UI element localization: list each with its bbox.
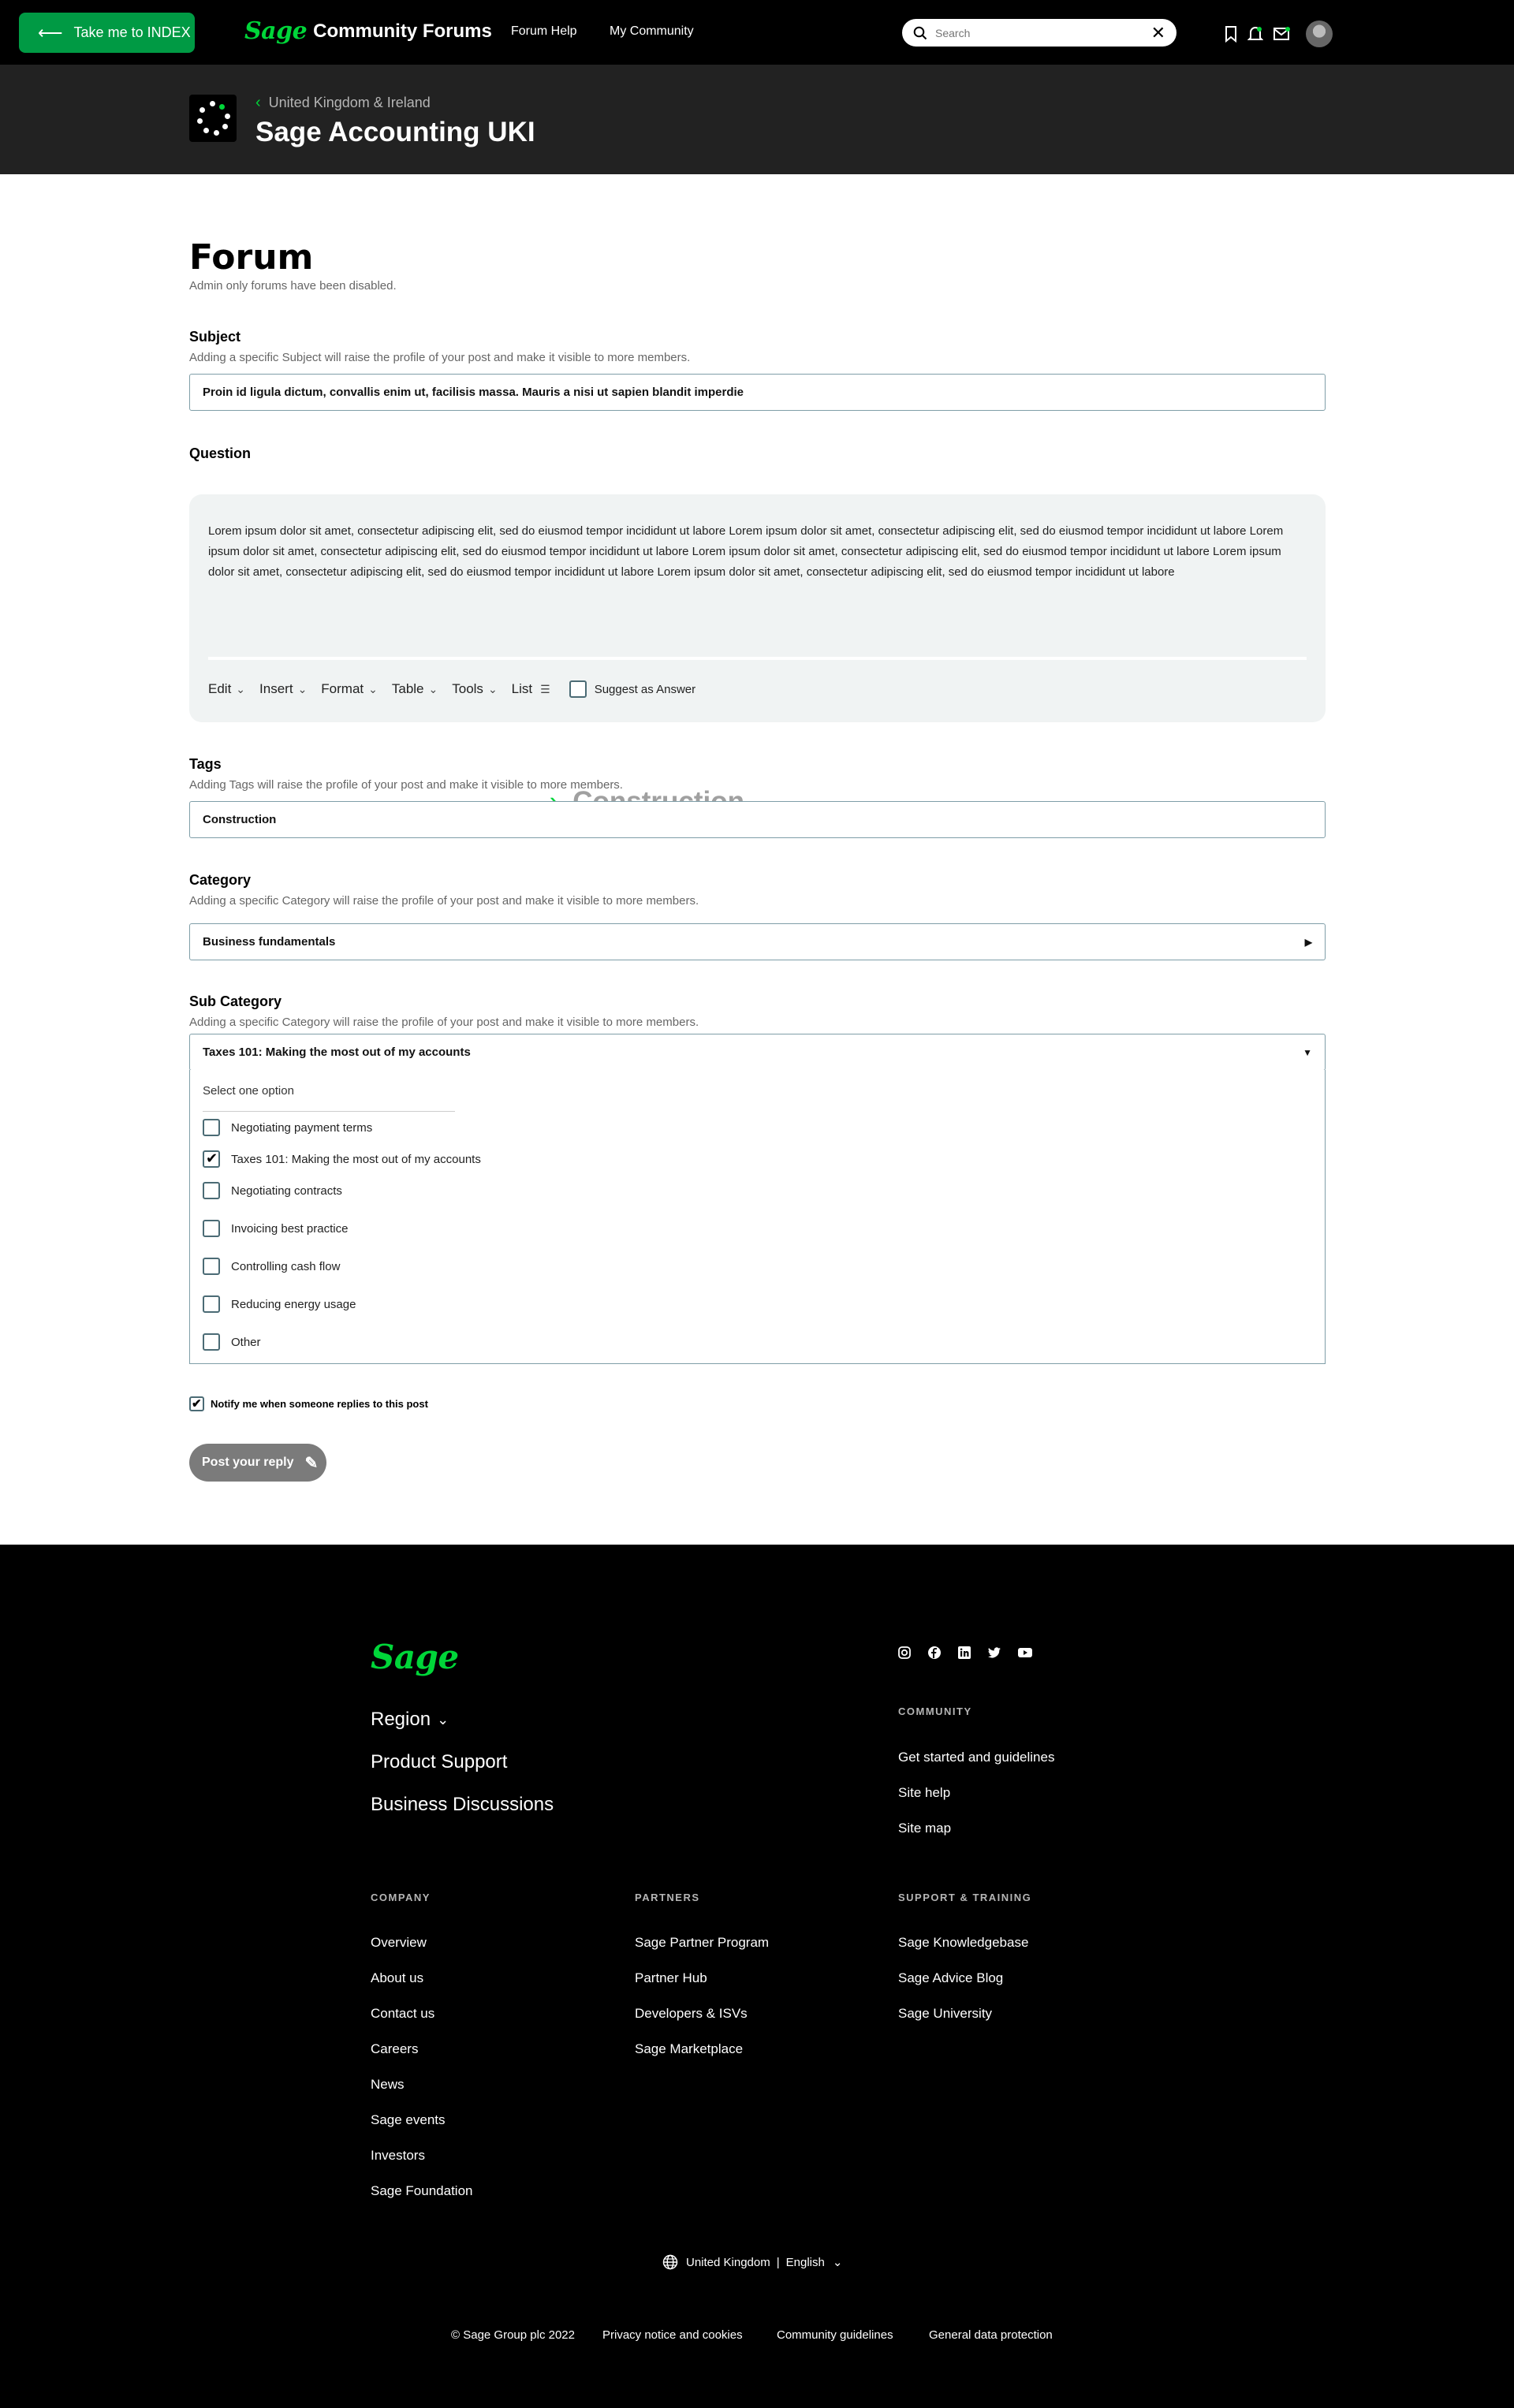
group-header [0,65,1514,174]
notification-bell-icon[interactable] [1247,25,1263,43]
footer-link-product-support[interactable]: Product Support [371,1751,508,1772]
tags-label: Tags [189,756,222,772]
list-item[interactable] [203,1119,372,1136]
subcategory-select[interactable] [189,1034,1326,1071]
locale-selector[interactable] [662,2254,842,2270]
list-item[interactable] [203,1182,342,1199]
locale-language: English [785,2255,825,2269]
footer [0,1545,1514,2408]
caret-down-icon: ▼ [1303,1046,1312,1058]
top-navigation [0,0,1514,65]
group-title[interactable]: Sage Accounting UKI [255,117,535,147]
subcategory-dropdown [189,1070,1326,1364]
option-label: Negotiating contracts [231,1183,342,1198]
footer-link-company[interactable]: Contact us [371,2006,435,2021]
locale-region: United Kingdom [686,2255,770,2269]
option-label: Other [231,1335,261,1349]
clear-search-icon[interactable]: ✕ [1150,22,1165,43]
footer-legal-link[interactable]: Community guidelines [777,2328,893,2342]
dropdown-placeholder: Select one option [203,1084,294,1098]
footer-link-community[interactable]: Get started and guidelines [898,1750,1055,1765]
tags-help: Adding Tags will raise the profile of your post and make it visible to more members. [189,778,623,792]
footer-link-company[interactable]: Careers [371,2041,419,2056]
instagram-icon[interactable] [897,1646,912,1660]
menu-insert-label: Insert [259,681,293,696]
footer-link-community[interactable]: Site map [898,1821,952,1836]
page-subtitle: Admin only forums have been disabled. [189,279,397,293]
company-heading: COMPANY [371,1892,431,1903]
question-body[interactable]: Lorem ipsum dolor sit amet, consectetur adipiscing elit, sed do eiusmod tempor incididunt ut labore Lorem ipsum dolor sit amet, consectetur adipiscing elit, sed do eiusmod tempor incididunt ut labore Lorem ipsum dolor sit amet, consectetur adipiscing elit, sed do eiusmod tempor incididunt ut labore Lorem ipsum dolor sit amet, consectetur adipiscing elit, sed do eiusmod tempor incididunt ut labore Lorem ipsum dolor sit amet, consectetur adipiscing elit, sed do eiusmod tempor incididunt ut labore Lorem ipsum dolor sit amet, consectetur adipiscing elit, sed do eiusmod tempor incididunt ut labore [208,524,1284,579]
list-item[interactable] [203,1150,481,1168]
forum-post-form [0,174,1514,1545]
support-heading: SUPPORT & TRAINING [898,1892,1032,1903]
chevron-down-icon: ⌄ [368,682,378,695]
search-box [902,19,1177,47]
brand-title: Community Forums [313,20,492,42]
region-label: Region [371,1709,431,1730]
menu-insert[interactable] [259,681,307,697]
sage-logo: Sage [244,17,308,45]
menu-table[interactable] [392,681,438,697]
question-label: Question [189,445,252,461]
option-checkbox[interactable] [203,1258,220,1275]
subject-label: Subject [189,329,241,345]
option-checkbox[interactable] [203,1119,220,1136]
option-label: Taxes 101: Making the most out of my accounts [231,1152,481,1166]
notify-option[interactable] [189,1396,428,1411]
menu-format-label: Format [321,681,364,696]
bookmark-icon[interactable] [1224,25,1238,43]
dropdown-divider [203,1111,455,1112]
footer-link-company[interactable]: Investors [371,2148,425,2163]
twitter-icon[interactable] [987,1646,1001,1660]
editor-divider [208,657,1307,660]
user-avatar[interactable] [1306,21,1333,47]
post-reply-button[interactable] [189,1444,326,1482]
group-logo [189,95,237,142]
category-select[interactable] [189,923,1326,960]
footer-link-company[interactable]: News [371,2077,405,2092]
community-heading: COMMUNITY [898,1705,972,1717]
subcategory-value: Taxes 101: Making the most out of my accounts [203,1046,471,1059]
chevron-down-icon: ⌄ [437,1711,449,1728]
footer-link-company[interactable]: Overview [371,1935,427,1950]
chevron-down-icon: ⌄ [832,2256,843,2269]
category-label: Category [189,872,252,888]
footer-link-partners[interactable]: Developers & ISVs [635,2006,748,2021]
option-checkbox[interactable] [203,1182,220,1199]
post-reply-label: Post your reply [202,1456,294,1469]
facebook-icon[interactable] [927,1646,942,1660]
list-item[interactable] [203,1258,340,1275]
suggest-answer-checkbox[interactable] [569,680,587,698]
footer-link-support[interactable]: Sage University [898,2006,993,2021]
region-menu[interactable] [371,1709,449,1731]
menu-list[interactable] [512,681,550,697]
index-button-label: Take me to INDEX [73,24,191,40]
suggest-as-answer[interactable] [569,680,695,698]
footer-legal-link[interactable]: Privacy notice and cookies [602,2328,743,2342]
search-input[interactable] [935,27,1151,39]
notify-checkbox[interactable] [189,1396,204,1411]
nav-link-forum-help[interactable]: Forum Help [511,24,577,38]
breadcrumb-parent-link[interactable] [255,94,431,112]
option-label: Reducing energy usage [231,1297,356,1311]
menu-edit-label: Edit [208,681,232,696]
menu-list-label: List [511,681,533,696]
subcategory-help: Adding a specific Category will raise the profile of your post and make it visible to more members. [189,1016,699,1029]
menu-edit[interactable] [208,681,245,697]
linkedin-icon[interactable] [957,1646,971,1660]
globe-icon [662,2254,678,2270]
pencil-icon: ✎ [304,1454,319,1472]
footer-link-company[interactable]: About us [371,1970,424,1985]
partners-heading: PARTNERS [635,1892,700,1903]
footer-link-partners[interactable]: Sage Partner Program [635,1935,770,1950]
list-icon: ☰ [540,682,550,695]
take-me-to-index-button[interactable] [19,13,195,53]
subcategory-label: Sub Category [189,993,282,1009]
menu-format[interactable] [321,681,378,697]
category-value: Business fundamentals [203,935,336,949]
chevron-down-icon: ⌄ [428,682,438,695]
nav-link-my-community[interactable]: My Community [610,24,694,38]
footer-link-company[interactable]: Sage events [371,2112,446,2127]
social-links [897,1646,1033,1660]
breadcrumb-parent-label: United Kingdom & Ireland [268,95,431,110]
footer-link-support[interactable]: Sage Knowledgebase [898,1935,1029,1950]
footer-link-partners[interactable]: Sage Marketplace [635,2041,744,2056]
option-checkbox[interactable] [203,1295,220,1313]
menu-tools[interactable] [452,681,497,697]
menu-tools-label: Tools [452,681,483,696]
question-editor [189,494,1326,722]
chevron-left-icon: ‹ [255,94,261,111]
brand[interactable] [244,17,492,45]
footer-legal-link[interactable]: General data protection [929,2328,1053,2342]
mail-icon[interactable] [1273,27,1290,41]
option-label: Controlling cash flow [231,1259,341,1273]
editor-toolbar [208,680,710,698]
footer-sage-logo[interactable]: Sage [371,1638,459,1676]
option-checkbox[interactable] [203,1150,220,1168]
option-checkbox[interactable] [203,1220,220,1237]
user-tools [1224,21,1333,47]
tags-input[interactable]: Construction [189,801,1326,838]
option-label: Invoicing best practice [231,1221,349,1236]
page-title: Forum [189,237,314,278]
footer-link-support[interactable]: Sage Advice Blog [898,1970,1004,1985]
list-item[interactable] [203,1333,261,1351]
chevron-down-icon: ⌄ [236,682,246,695]
youtube-icon[interactable] [1017,1646,1033,1660]
footer-link-business-discussions[interactable]: Business Discussions [371,1794,554,1815]
list-item[interactable] [203,1220,348,1237]
chevron-down-icon: ⌄ [297,682,308,695]
category-help: Adding a specific Category will raise the profile of your post and make it visible to more members. [189,894,699,908]
footer-link-company[interactable]: Sage Foundation [371,2183,473,2198]
footer-link-community[interactable]: Site help [898,1785,951,1800]
search-icon [913,26,927,40]
locale-separator: | [776,2255,780,2269]
notify-label: Notify me when someone replies to this post [211,1398,428,1410]
copyright: © Sage Group plc 2022 [451,2328,575,2342]
option-checkbox[interactable] [203,1333,220,1351]
list-item[interactable] [203,1295,356,1313]
subject-input[interactable]: Proin id ligula dictum, convallis enim ut, facilisis massa. Mauris a nisi ut sapien blandit imperdie [189,374,1326,411]
option-label: Negotiating payment terms [231,1120,373,1135]
footer-link-partners[interactable]: Partner Hub [635,1970,707,1985]
caret-right-icon: ▶ [1304,936,1312,948]
subject-help: Adding a specific Subject will raise the profile of your post and make it visible to more members. [189,351,691,364]
arrow-left-icon: ⟵ [38,22,63,43]
suggest-answer-label: Suggest as Answer [594,682,696,696]
chevron-down-icon: ⌄ [487,682,498,695]
menu-table-label: Table [391,681,424,696]
